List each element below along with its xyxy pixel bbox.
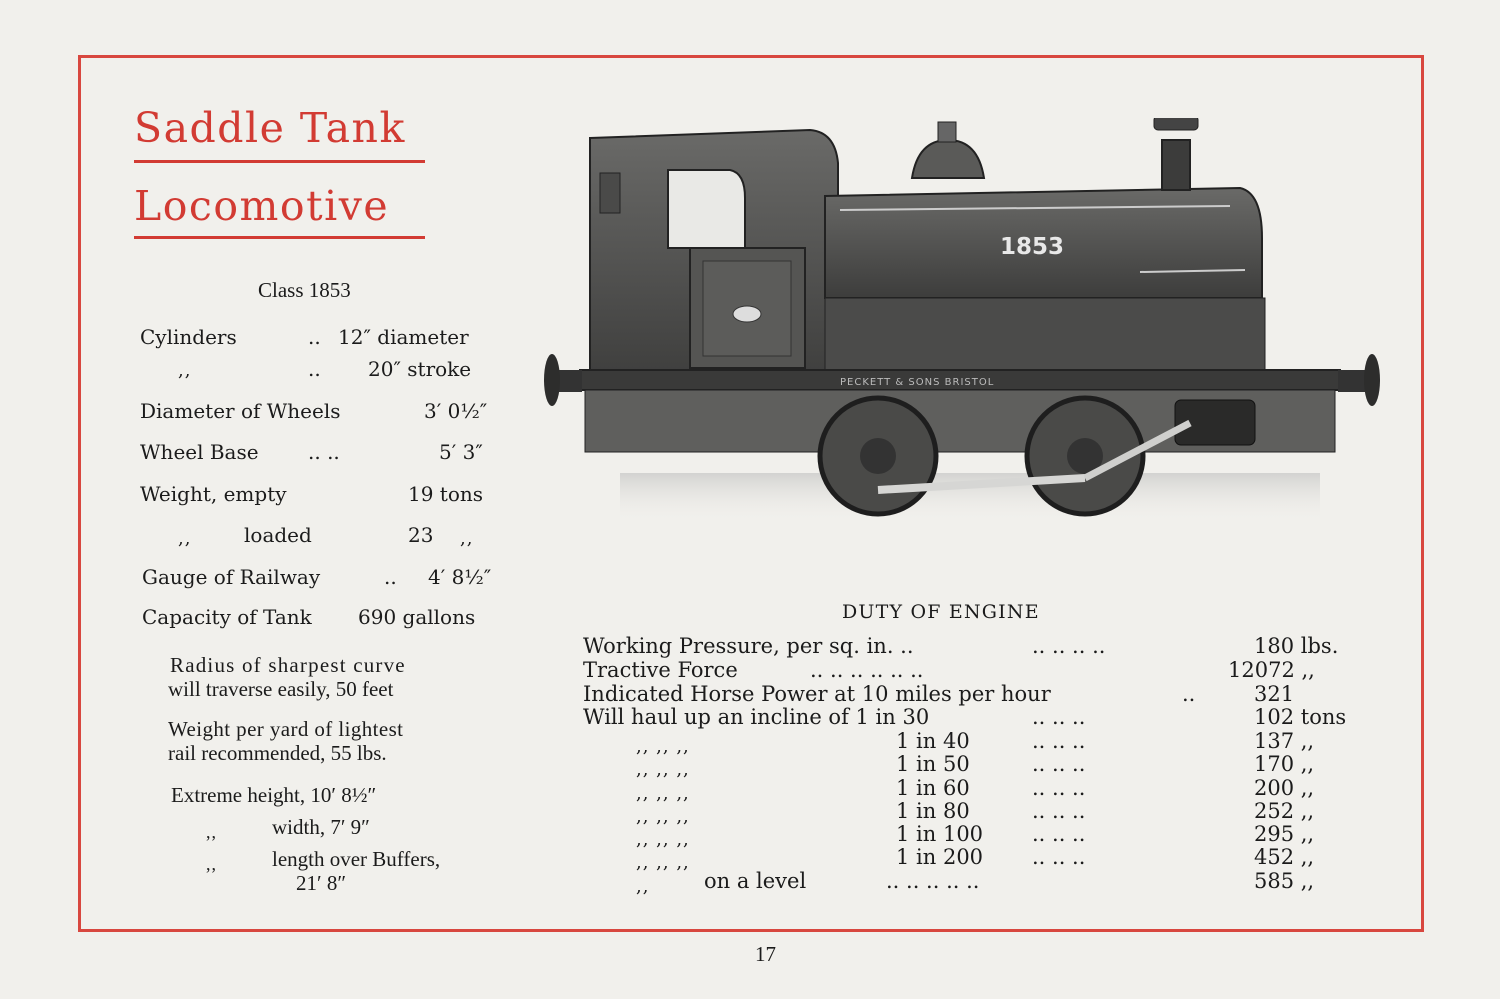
duty-label: Tractive Force [583,658,738,682]
title-underline-2 [134,236,425,239]
duty-dots: .. .. .. [1032,822,1086,846]
ditto-marks: ,, ,, ,, [636,783,690,804]
spec-name: Cylinders [140,325,237,349]
front-buffer [1364,354,1380,406]
duty-dots: .. .. .. [1032,845,1086,869]
ditto-marks: ,, ,, ,, [636,759,690,780]
cab-spectacle [600,173,620,213]
duty-dots: .. .. .. [1032,799,1086,823]
duty-value: 321 [1254,682,1295,706]
maker-plate: PECKETT & SONS BRISTOL [840,377,995,388]
note-text: width, 7′ 9″ [272,815,370,839]
duty-grade: 1 in 60 [896,776,970,800]
locomotive-photo [540,118,1380,530]
title-underline-1 [134,160,425,163]
duty-grade: 1 in 50 [896,752,970,776]
duty-heading: DUTY OF ENGINE [842,601,1040,623]
duty-dots: .. .. .. .. .. [886,869,980,893]
spec-name: loaded [244,523,312,547]
spec-value: 12″ diameter [338,325,469,349]
spec-leader: .. [308,325,321,349]
duty-label: on a level [704,869,807,893]
duty-dots: .. .. .. [1032,752,1086,776]
duty-label: Working Pressure, per sq. in. .. [583,634,914,658]
spec-leader: .. .. [308,440,340,464]
chimney [1162,140,1190,190]
note-text: length over Buffers, [272,847,441,871]
works-plate [733,306,761,322]
duty-value: 12072 ,, [1228,658,1315,682]
spec-name: Gauge of Railway [142,565,321,589]
spec-value: 4′ 8½″ [428,565,492,589]
steam-dome [912,140,984,178]
note-text: will traverse easily, 50 feet [168,677,394,701]
ditto-mark: ,, [460,528,474,549]
duty-value: 200 ,, [1254,776,1315,800]
duty-value: 170 ,, [1254,752,1315,776]
duty-grade: 1 in 100 [896,822,984,846]
ditto-mark: ,, [178,528,192,549]
duty-label: Indicated Horse Power at 10 miles per hour [583,682,1051,706]
note-text: 21′ 8″ [296,871,347,895]
duty-value: 585 ,, [1254,869,1315,893]
duty-value: 295 ,, [1254,822,1315,846]
ditto-mark: ,, [206,854,217,874]
spec-name: Capacity of Tank [142,605,312,629]
note-text: Extreme height, 10′ 8½″ [171,783,377,807]
duty-dots: .. .. .. [1032,776,1086,800]
duty-dots: .. .. .. .. [1032,634,1106,658]
duty-value: 452 ,, [1254,845,1315,869]
duty-grade: 1 in 200 [896,845,984,869]
note-text: Radius of sharpest curve [170,653,406,677]
spec-name: Diameter of Wheels [140,399,341,423]
ditto-mark: ,, [206,822,217,842]
duty-value: 102 tons [1254,705,1347,729]
duty-value: 137 ,, [1254,729,1315,753]
safety-valve [938,122,956,142]
duty-dots: .. .. .. .. .. .. [810,658,924,682]
ditto-mark: ,, [178,360,192,381]
ditto-marks: ,, ,, ,, [636,829,690,850]
spec-value: 19 tons [408,482,484,506]
rear-buffer [544,354,560,406]
title-line-2: Locomotive [134,182,390,230]
spec-leader: .. [384,565,397,589]
duty-value: 180 lbs. [1254,634,1339,658]
ditto-mark: ,, [636,876,650,897]
note-text: rail recommended, 55 lbs. [168,741,387,765]
ditto-marks: ,, ,, ,, [636,806,690,827]
driving-wheel-rear [820,398,936,514]
duty-dots: .. .. .. [1032,705,1086,729]
note-text: Weight per yard of lightest [168,717,404,741]
spec-value: 690 gallons [358,605,476,629]
class-label: Class 1853 [258,278,351,302]
engine-number: 1853 [1000,234,1065,260]
duty-grade: 1 in 80 [896,799,970,823]
cab-window [668,170,745,248]
duty-grade: 1 in 40 [896,729,970,753]
ditto-marks: ,, ,, ,, [636,852,690,873]
page-number: 17 [755,942,776,966]
duty-dots: .. [1182,682,1196,706]
frames [825,298,1265,378]
title-line-1: Saddle Tank [134,104,406,152]
ditto-marks: ,, ,, ,, [636,736,690,757]
chimney-cap [1154,118,1198,130]
spec-name: Weight, empty [140,482,287,506]
ground-shadow [620,473,1320,523]
spec-value: 3′ 0½″ [424,399,488,423]
duty-value: 252 ,, [1254,799,1315,823]
spec-value: 23 [408,523,434,547]
duty-dots: .. .. .. [1032,729,1086,753]
spec-name: Wheel Base [140,440,259,464]
spec-leader: .. [308,357,321,381]
spec-value: 20″ stroke [368,357,472,381]
spec-value: 5′ 3″ [439,440,483,464]
duty-label: Will haul up an incline of 1 in 30 [583,705,930,729]
